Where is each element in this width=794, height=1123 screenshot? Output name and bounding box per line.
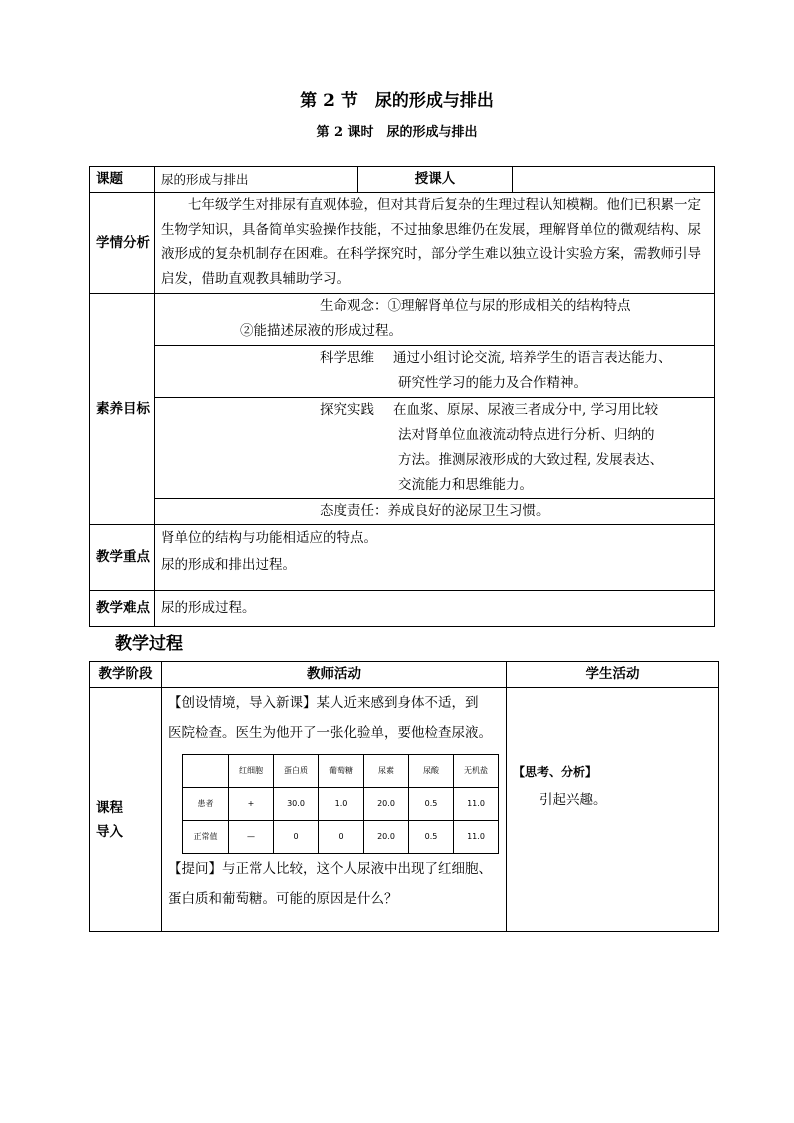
lab-cell: — [229, 821, 274, 854]
teacher-intro-line-2: 医院检查。医生为他开了一张化验单，要他检查尿液。 [168, 725, 492, 741]
lab-cell: 20.0 [364, 788, 409, 821]
lab-row-patient [183, 788, 499, 821]
lab-cell: 0 [274, 821, 319, 854]
lab-cell: 患者 [183, 788, 229, 821]
difficulty-row [90, 591, 715, 627]
stage-intro [90, 688, 162, 932]
lab-cell: 0.5 [409, 788, 454, 821]
teacher-value [513, 167, 715, 193]
lab-col-uric-acid: 尿酸 [409, 755, 454, 788]
lab-cell: 11.0 [454, 821, 499, 854]
goal-life-row [90, 294, 715, 346]
lab-cell: 11.0 [454, 788, 499, 821]
goal-practice-row [90, 398, 715, 499]
document-title: 第 2 节 尿的形成与排出 [300, 91, 494, 111]
key-label: 教学重点 [90, 525, 155, 591]
teacher-question-line-2: 蛋白质和葡萄糖。可能的原因是什么？ [168, 891, 398, 907]
lab-col-protein: 蛋白质 [274, 755, 319, 788]
topic-label: 课题 [90, 167, 155, 193]
goal-thinking [155, 346, 715, 398]
goal-thinking-line-1: 通过小组讨论交流, 培养学生的语言表达能力、 [393, 350, 672, 366]
lab-col-glucose: 葡萄糖 [319, 755, 364, 788]
analysis-text: 七年级学生对排尿有直观体验，但对其背后复杂的生理过程认知模糊。他们已积累一定生物学知识，具备简单实验操作技能，不过抽象思维仍在发展，理解肾单位的微观结构、尿液形成的复杂机制存在困难。在科学探究时，部分学生难以独立设计实验方案，需教师引导启发，借助直观教具辅助学习。 [155, 193, 715, 294]
goal-life-line-1: 生命观念：①理解肾单位与尿的形成相关的结构特点 [320, 298, 631, 314]
lab-cell: 正常值 [183, 821, 229, 854]
goals-label: 素养目标 [90, 294, 155, 525]
stage-intro-line-2: 导入 [96, 823, 123, 840]
key-points [155, 525, 715, 591]
student-activity-text: 引起兴趣。 [539, 792, 607, 808]
process-table [89, 661, 719, 932]
student-activity [507, 688, 719, 932]
difficulty-label: 教学难点 [90, 591, 155, 627]
teacher-label: 授课人 [358, 167, 513, 193]
goal-practice-line-4: 交流能力和思维能力。 [398, 477, 533, 493]
lesson-info-table [89, 166, 715, 627]
analysis-label: 学情分析 [90, 193, 155, 294]
student-activity-title: 【思考、分析】 [513, 765, 598, 779]
goal-life [155, 294, 715, 346]
lab-col-salts: 无机盐 [454, 755, 499, 788]
header-student: 学生活动 [507, 662, 719, 688]
lab-header-row [183, 755, 499, 788]
goal-thinking-row [90, 346, 715, 398]
teacher-question-line-1: 【提问】与正常人比较，这个人尿液中出现了红细胞、 [168, 861, 492, 877]
lab-col-rbc: 红细胞 [229, 755, 274, 788]
topic-row [90, 167, 715, 193]
goal-practice-line-3: 方法。推测尿液形成的大致过程, 发展表达、 [398, 452, 664, 468]
key-point-2: 尿的形成和排出过程。 [161, 557, 296, 573]
lab-cell: 30.0 [274, 788, 319, 821]
lab-cell: + [229, 788, 274, 821]
header-stage: 教学阶段 [90, 662, 162, 688]
key-row [90, 525, 715, 591]
goal-attitude: 态度责任：养成良好的泌尿卫生习惯。 [155, 499, 715, 525]
lab-row-normal [183, 821, 499, 854]
intro-row [90, 688, 719, 932]
difficulty-text: 尿的形成过程。 [155, 591, 715, 627]
stage-intro-line-1: 课程 [96, 799, 123, 816]
goal-practice-line-2: 法对肾单位血液流动特点进行分析、归纳的 [398, 427, 655, 443]
lab-col-urea: 尿素 [364, 755, 409, 788]
goal-practice-line-1: 在血浆、原尿、尿液三者成分中, 学习用比较 [393, 402, 659, 418]
header-teacher: 教师活动 [162, 662, 507, 688]
goal-thinking-line-2: 研究性学习的能力及合作精神。 [398, 375, 587, 391]
lab-corner [183, 755, 229, 788]
teacher-intro-line-1: 【创设情境，导入新课】某人近来感到身体不适，到 [168, 695, 479, 711]
lab-cell: 1.0 [319, 788, 364, 821]
teacher-activity [162, 688, 507, 932]
goal-practice-name: 探究实践 [320, 402, 374, 418]
topic-value: 尿的形成与排出 [155, 167, 358, 193]
analysis-row [90, 193, 715, 294]
goal-attitude-row [90, 499, 715, 525]
document-subtitle: 第 2 课时 尿的形成与排出 [316, 125, 478, 140]
section-title: 教学过程 [115, 634, 183, 654]
lab-cell: 0.5 [409, 821, 454, 854]
lab-cell: 0 [319, 821, 364, 854]
goal-life-line-2: ②能描述尿液的形成过程。 [240, 323, 402, 339]
lab-result-table [182, 754, 499, 854]
key-point-1: 肾单位的结构与功能相适应的特点。 [161, 530, 377, 546]
lab-cell: 20.0 [364, 821, 409, 854]
goal-practice [155, 398, 715, 499]
goal-thinking-name: 科学思维 [320, 350, 374, 366]
process-header-row [90, 662, 719, 688]
